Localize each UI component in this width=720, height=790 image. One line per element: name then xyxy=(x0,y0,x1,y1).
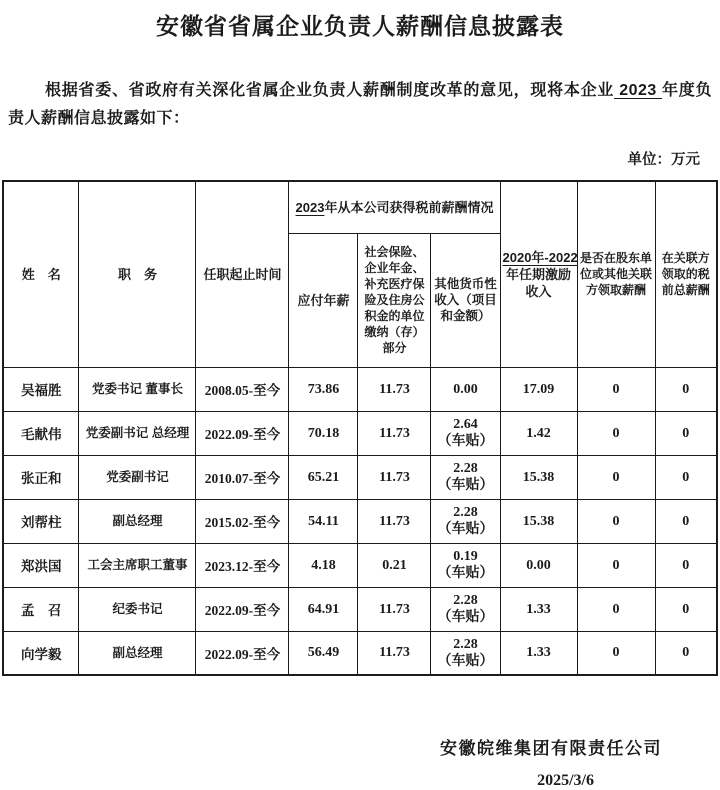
annual-salary-cell: 56.49 xyxy=(289,631,358,675)
term-cell: 2022.09-至今 xyxy=(196,631,289,675)
other-amount: 2.28 xyxy=(453,636,478,652)
incentive-rest: 年任期激励收入 xyxy=(505,266,571,299)
col-header-social-insurance: 社会保险、企业年金、补充医疗保险及住房公积金的单位缴纳（存）部分 xyxy=(358,233,431,367)
other-amount: 2.28 xyxy=(453,505,478,520)
other-note: （车贴） xyxy=(437,566,494,581)
other-amount: 2.28 xyxy=(453,461,478,476)
col-header-annual-salary: 应付年薪 xyxy=(289,233,358,367)
group-year-underlined: 2023 xyxy=(295,199,325,215)
name-cell: 向学毅 xyxy=(3,631,79,675)
position-cell: 党委副书记 xyxy=(79,455,196,499)
table-row xyxy=(3,455,717,499)
other-income-cell xyxy=(431,367,500,411)
intro-text-after: 年度负责人薪酬信息披露如下： xyxy=(8,82,712,127)
social-insurance-cell: 11.73 xyxy=(358,631,431,675)
related-flag-cell: 0 xyxy=(577,631,655,675)
page-title: 安徽省省属企业负责人薪酬信息披露表 xyxy=(156,13,564,39)
col-header-other-income: 其他货币性收入（项目和金额） xyxy=(431,233,500,367)
other-note: （车贴） xyxy=(437,610,494,625)
term-cell: 2022.09-至今 xyxy=(196,411,289,455)
related-salary-cell: 0 xyxy=(655,455,717,499)
other-income-cell xyxy=(431,455,500,499)
related-flag-cell: 0 xyxy=(577,455,655,499)
position-cell: 纪委书记 xyxy=(79,587,196,631)
incentive-cell: 0.00 xyxy=(500,543,577,587)
intro-paragraph xyxy=(8,77,712,133)
social-insurance-cell: 11.73 xyxy=(358,455,431,499)
header-row-1 xyxy=(3,181,717,233)
annual-salary-cell: 70.18 xyxy=(289,411,358,455)
year-underlined: 2023 xyxy=(614,82,663,99)
other-note: （车贴） xyxy=(437,522,494,537)
related-salary-cell: 0 xyxy=(655,411,717,455)
term-cell: 2023.12-至今 xyxy=(196,543,289,587)
annual-salary-cell: 54.11 xyxy=(289,499,358,543)
col-header-position: 职 务 xyxy=(79,181,196,367)
other-income-cell xyxy=(431,543,500,587)
social-insurance-cell: 11.73 xyxy=(358,411,431,455)
related-flag-cell: 0 xyxy=(577,499,655,543)
other-note: （车贴） xyxy=(437,434,494,449)
other-note: （车贴） xyxy=(437,653,494,669)
position-cell: 党委副书记 总经理 xyxy=(79,411,196,455)
other-note: （车贴） xyxy=(437,478,494,493)
incentive-cell: 17.09 xyxy=(500,367,577,411)
social-insurance-cell: 0.21 xyxy=(358,543,431,587)
other-amount: 2.64 xyxy=(453,417,478,432)
other-income-cell xyxy=(431,499,500,543)
term-cell: 2010.07-至今 xyxy=(196,455,289,499)
incentive-years-underlined: 2020年-2022 xyxy=(502,249,578,265)
group-year-rest: 年从本公司获得税前薪酬情况 xyxy=(324,199,494,215)
term-cell: 2015.02-至今 xyxy=(196,499,289,543)
name-cell: 郑洪国 xyxy=(3,543,79,587)
col-header-related-flag: 是否在股东单位或其他关联方领取薪酬 xyxy=(577,181,655,367)
social-insurance-cell: 11.73 xyxy=(358,367,431,411)
other-amount: 2.28 xyxy=(453,593,478,608)
related-flag-cell: 0 xyxy=(577,543,655,587)
name-cell: 孟 召 xyxy=(3,587,79,631)
position-cell: 党委书记 董事长 xyxy=(79,367,196,411)
name-cell: 吴福胜 xyxy=(3,367,79,411)
name-cell: 刘帮柱 xyxy=(3,499,79,543)
other-amount: 0.00 xyxy=(453,381,478,397)
other-income-cell xyxy=(431,411,500,455)
col-header-term: 任职起止时间 xyxy=(196,181,289,367)
unit-label: 单位：万元 xyxy=(627,152,700,168)
other-amount: 0.19 xyxy=(453,549,478,564)
related-salary-cell: 0 xyxy=(655,543,717,587)
related-flag-cell: 0 xyxy=(577,587,655,631)
term-cell: 2022.09-至今 xyxy=(196,587,289,631)
position-cell: 副总经理 xyxy=(79,631,196,675)
document-page xyxy=(0,8,720,789)
table-row xyxy=(3,499,717,543)
related-salary-cell: 0 xyxy=(655,367,717,411)
table-row xyxy=(3,367,717,411)
col-header-2023-salary-group xyxy=(289,181,500,233)
annual-salary-cell: 73.86 xyxy=(289,367,358,411)
related-salary-cell: 0 xyxy=(655,587,717,631)
other-income-cell xyxy=(431,631,500,675)
term-cell: 2008.05-至今 xyxy=(196,367,289,411)
incentive-cell: 1.42 xyxy=(500,411,577,455)
annual-salary-cell: 4.18 xyxy=(289,543,358,587)
annual-salary-cell: 64.91 xyxy=(289,587,358,631)
col-header-incentive xyxy=(500,181,577,367)
related-salary-cell: 0 xyxy=(655,631,717,675)
name-cell: 张正和 xyxy=(3,455,79,499)
incentive-cell: 15.38 xyxy=(500,499,577,543)
other-income-cell xyxy=(431,587,500,631)
position-cell: 工会主席职工董事 xyxy=(79,543,196,587)
social-insurance-cell: 11.73 xyxy=(358,499,431,543)
social-insurance-cell: 11.73 xyxy=(358,587,431,631)
position-cell: 副总经理 xyxy=(79,499,196,543)
related-flag-cell: 0 xyxy=(577,411,655,455)
col-header-name: 姓 名 xyxy=(3,181,79,367)
table-row xyxy=(3,543,717,587)
col-header-related-salary: 在关联方领取的税前总薪酬 xyxy=(655,181,717,367)
name-cell: 毛献伟 xyxy=(3,411,79,455)
incentive-cell: 15.38 xyxy=(500,455,577,499)
company-signature: 安徽皖维集团有限责任公司 xyxy=(440,739,662,758)
incentive-cell: 1.33 xyxy=(500,587,577,631)
incentive-cell: 1.33 xyxy=(500,631,577,675)
table-row xyxy=(3,587,717,631)
signature-date: 2025/3/6 xyxy=(537,772,594,789)
table-row xyxy=(3,411,717,455)
salary-table xyxy=(2,180,718,676)
intro-text-before: 根据省委、省政府有关深化省属企业负责人薪酬制度改革的意见，现将本企业 xyxy=(45,82,615,99)
table-row xyxy=(3,631,717,675)
annual-salary-cell: 65.21 xyxy=(289,455,358,499)
related-salary-cell: 0 xyxy=(655,499,717,543)
related-flag-cell: 0 xyxy=(577,367,655,411)
